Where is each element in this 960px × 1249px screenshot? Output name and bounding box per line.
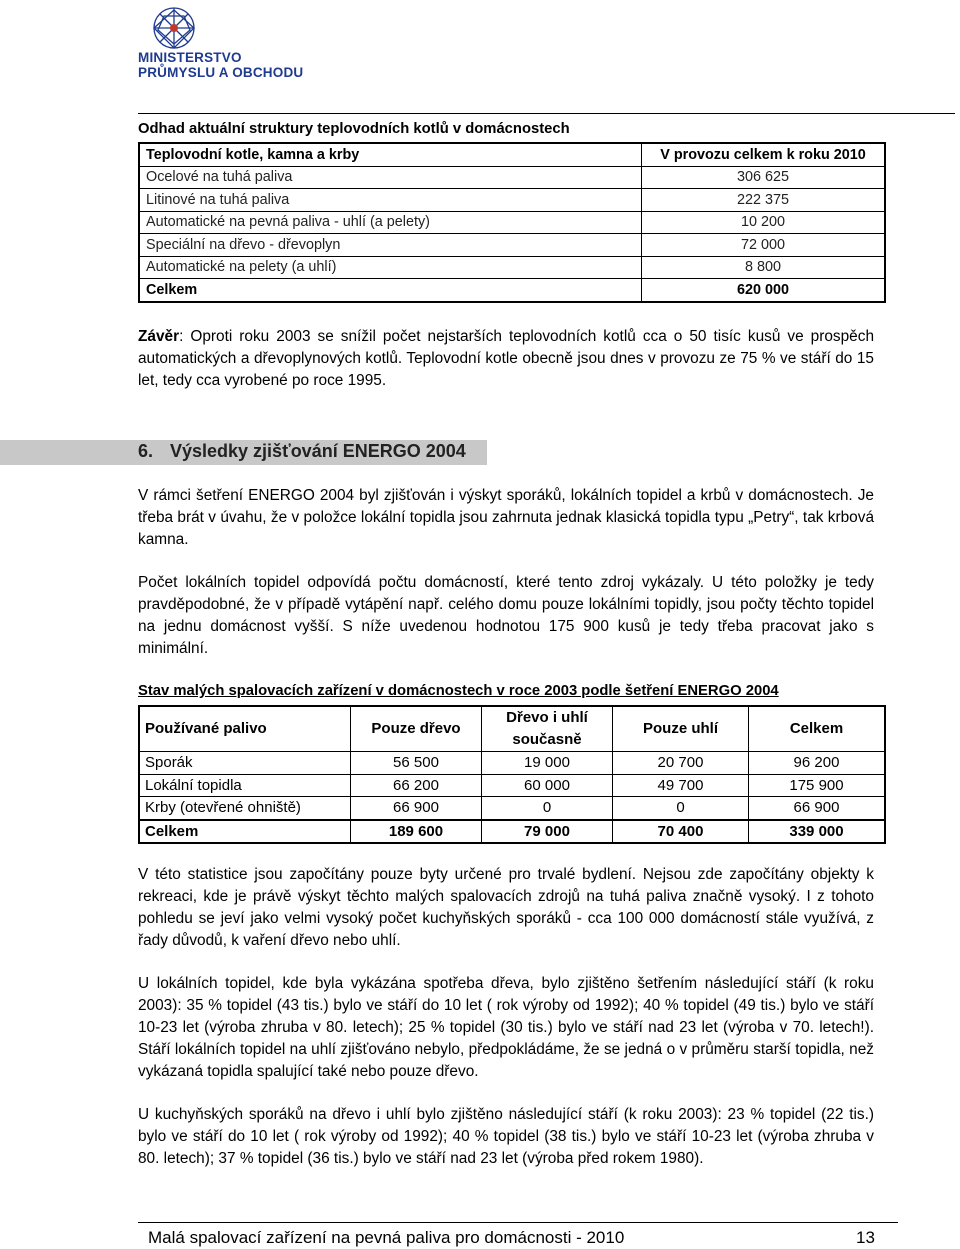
paragraph-5: U kuchyňských sporáků na dřevo i uhlí bylo zjištěno následující stáří (k roku 2003): 23 % topidel (22 tis.) bylo ve stáří do 10 let ( rok výroby od 1992); 40 % topidel (38 tis.) bylo ve stáří 10-23 let (výroba zhruba v 80. letech); 37 % topidel (36 tis.) bylo ve stáří nad 23 let (výroba před rokem 1980).	[138, 1106, 874, 1167]
row-value: 222 375	[642, 189, 886, 212]
row-value: 10 200	[642, 211, 886, 234]
paragraph-4: U lokálních topidel, kde byla vykázána spotřeba dřeva, bylo zjištěno šetřením následující stáří (k roku 2003): 35 % topidel (43 tis.) bylo ve stáří do 10 let ( rok výroby od 1992); 40 % topidel (49 tis.) bylo ve stáří 10-23 let (výroba zhruba v 80. letech); 25 % topidel (30 tis.) bylo ve stáří nad 23 let (výroba v 70. letech!). Stáří lokálních topidel na uhlí zjišťováno nebylo, předpokládáme, že se jedná o v průměru starší topidla, než vykázaná topidla spalující také nebo pouze dřevo.	[138, 975, 874, 1080]
cell: 60 000	[482, 774, 613, 797]
paragraph-2: Počet lokálních topidel odpovídá počtu domácností, které tento zdroj vykázaly. U této položky je tedy pravděpodobné, že v případě vytápění např. celého domu pouze lokálními topidly, jsou počty těchto topidel na jednu domácnost vyšší. S níže uvedenou hodnotou 175 900 kusů je tedy třeba pracovat jako s minimální.	[138, 574, 874, 657]
row-value: 72 000	[642, 234, 886, 257]
row-value: 306 625	[642, 166, 886, 189]
row-label: Speciální na dřevo - dřevoplyn	[139, 234, 642, 257]
conclusion-label: Závěr	[138, 328, 180, 345]
boiler-structure-table	[138, 142, 886, 303]
header-cell: Pouze dřevo	[351, 706, 482, 752]
section-number: 6.	[138, 441, 154, 461]
cell: 19 000	[482, 752, 613, 775]
header-cell-text: Dřevo i uhlí současně	[506, 709, 588, 748]
row-label: Automatické na pelety (a uhlí)	[139, 256, 642, 279]
table-total-row	[139, 820, 885, 844]
table-row	[139, 211, 885, 234]
page-number: 13	[856, 1228, 875, 1247]
table2-caption: Stav malých spalovacích zařízení v domácnostech v roce 2003 podle šetření ENERGO 2004	[138, 683, 779, 699]
cell: 66 900	[749, 797, 886, 820]
total-cell: 339 000	[749, 820, 886, 844]
cell: 175 900	[749, 774, 886, 797]
header-cell: Používané palivo	[139, 706, 351, 752]
header-rule	[138, 113, 955, 114]
cell: 66 200	[351, 774, 482, 797]
table-row	[139, 189, 885, 212]
header-cell: V provozu celkem k roku 2010	[642, 143, 886, 166]
total-label: Celkem	[139, 820, 351, 844]
row-label: Automatické na pevná paliva - uhlí (a pelety)	[139, 211, 642, 234]
paragraph-1: V rámci šetření ENERGO 2004 byl zjišťován i výskyt sporáků, lokálních topidel a krbů v domácnostech. Je třeba brát v úvahu, že v položce lokální topidla jsou zahrnuta jednak klasická topidla typu „Petry“, tak krbová kamna.	[138, 487, 874, 548]
combustion-devices-table	[138, 705, 886, 844]
total-cell: 70 400	[613, 820, 749, 844]
cell: 0	[482, 797, 613, 820]
logo-text	[138, 50, 303, 80]
cell: 0	[613, 797, 749, 820]
row-label: Krby (otevřené ohniště)	[139, 797, 351, 820]
logo-line2: PRŮMYSLU A OBCHODU	[138, 65, 304, 80]
cell: 96 200	[749, 752, 886, 775]
header-cell: Teplovodní kotle, kamna a krby	[139, 143, 642, 166]
table-row	[139, 797, 885, 820]
row-label: Lokální topidla	[139, 774, 351, 797]
row-label: Ocelové na tuhá paliva	[139, 166, 642, 189]
footer-rule	[138, 1222, 898, 1223]
table-row	[139, 774, 885, 797]
total-cell: 79 000	[482, 820, 613, 844]
header-cell: Celkem	[749, 706, 886, 752]
header-cell: Pouze uhlí	[613, 706, 749, 752]
table1-caption: Odhad aktuální struktury teplovodních kotlů v domácnostech	[138, 121, 570, 137]
conclusion-text: : Oproti roku 2003 se snížil počet nejstarších teplovodních kotlů cca o 50 tisíc kusů ve prospěch automatických a dřevoplynových kotlů. Teplovodní kotle obecně jsou dnes v provozu ze 75 % ve stáří do 15 let, tedy cca vyrobené po roce 1995.	[138, 328, 874, 389]
cell: 20 700	[613, 752, 749, 775]
total-label: Celkem	[139, 279, 642, 302]
total-value: 620 000	[642, 279, 886, 302]
paragraph-3: V této statistice jsou započítány pouze byty určené pro trvalé bydlení. Nejsou zde započítány objekty k rekreaci, kde je právě výskyt těchto malých spalovacích zdrojů na tuhá paliva značně vysoký. I z tohoto pohledu se jeví jako velmi vysoký počet kuchyňských sporáků - cca 100 000 domácností stále využívá, z řady důvodů, k vaření dřevo nebo uhlí.	[138, 866, 874, 949]
logo-line1: MINISTERSTVO	[138, 50, 242, 65]
table-header-row	[139, 143, 885, 166]
table-row	[139, 234, 885, 257]
footer-title: Malá spalovací zařízení na pevná paliva pro domácnosti - 2010	[148, 1228, 625, 1247]
conclusion-paragraph	[138, 326, 874, 392]
table-total-row	[139, 279, 885, 302]
table-row	[139, 256, 885, 279]
section-title: Výsledky zjišťování ENERGO 2004	[170, 441, 466, 461]
cell: 49 700	[613, 774, 749, 797]
header-cell	[482, 706, 613, 752]
total-cell: 189 600	[351, 820, 482, 844]
section-heading	[138, 441, 466, 462]
table-row	[139, 166, 885, 189]
cell: 56 500	[351, 752, 482, 775]
table-row	[139, 752, 885, 775]
row-label: Litinové na tuhá paliva	[139, 189, 642, 212]
cell: 66 900	[351, 797, 482, 820]
row-value: 8 800	[642, 256, 886, 279]
row-label: Sporák	[139, 752, 351, 775]
table-header-row	[139, 706, 885, 752]
